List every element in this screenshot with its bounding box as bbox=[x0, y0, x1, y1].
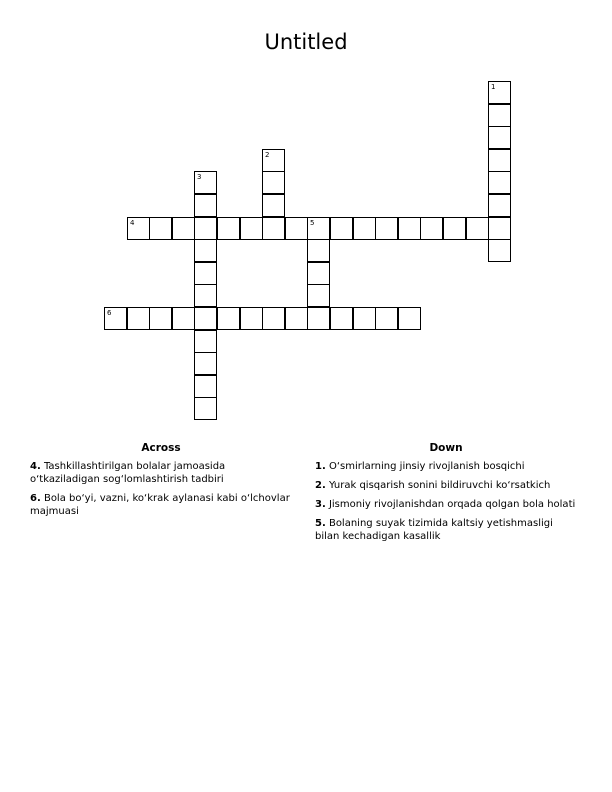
grid-cell[interactable] bbox=[420, 217, 443, 240]
across-clue bbox=[30, 460, 292, 486]
clue-number: 5. bbox=[315, 518, 326, 529]
across-clue bbox=[30, 492, 292, 518]
grid-cell[interactable] bbox=[285, 217, 308, 240]
grid-cell[interactable] bbox=[307, 307, 330, 330]
grid-cell[interactable] bbox=[104, 307, 127, 330]
cell-number: 4 bbox=[130, 219, 135, 227]
grid-cell[interactable] bbox=[488, 239, 511, 262]
grid-cell[interactable] bbox=[262, 149, 285, 172]
grid-cell[interactable] bbox=[172, 217, 195, 240]
cell-number: 2 bbox=[265, 151, 270, 159]
grid-cell[interactable] bbox=[262, 194, 285, 217]
grid-cell[interactable] bbox=[443, 217, 466, 240]
grid-cell[interactable] bbox=[307, 239, 330, 262]
grid-cell[interactable] bbox=[262, 217, 285, 240]
grid-cell[interactable] bbox=[194, 217, 217, 240]
grid-cell[interactable] bbox=[330, 307, 353, 330]
clue-text: Yurak qisqarish sonini bildiruvchi ko‘rsatkich bbox=[328, 480, 551, 491]
page-title: Untitled bbox=[264, 30, 348, 54]
grid-cell[interactable] bbox=[194, 330, 217, 353]
grid-cell[interactable] bbox=[194, 171, 217, 194]
grid-cell[interactable] bbox=[149, 307, 172, 330]
grid-cell[interactable] bbox=[375, 217, 398, 240]
grid-cell[interactable] bbox=[488, 126, 511, 149]
cell-number: 3 bbox=[197, 173, 202, 181]
grid-cell[interactable] bbox=[240, 307, 263, 330]
clue-number: 2. bbox=[315, 480, 326, 491]
grid-cell[interactable] bbox=[217, 307, 240, 330]
grid-cell[interactable] bbox=[194, 375, 217, 398]
grid-cell[interactable] bbox=[149, 217, 172, 240]
grid-cell[interactable] bbox=[398, 307, 421, 330]
grid-cell[interactable] bbox=[194, 284, 217, 307]
grid-cell[interactable] bbox=[285, 307, 308, 330]
grid-cell[interactable] bbox=[353, 217, 376, 240]
clue-text: O‘smirlarning jinsiy rivojlanish bosqichi bbox=[328, 461, 525, 472]
clue-text: Jismoniy rivojlanishdan orqada qolgan bola holati bbox=[328, 499, 576, 510]
grid-cell[interactable] bbox=[466, 217, 489, 240]
clue-number: 3. bbox=[315, 499, 326, 510]
across-heading: Across bbox=[141, 442, 181, 454]
grid-cell[interactable] bbox=[307, 284, 330, 307]
down-clues bbox=[315, 442, 577, 549]
grid-cell[interactable] bbox=[488, 149, 511, 172]
grid-cell[interactable] bbox=[398, 217, 421, 240]
grid-cell[interactable] bbox=[194, 262, 217, 285]
clue-number: 6. bbox=[30, 493, 41, 504]
grid-cell[interactable] bbox=[127, 307, 150, 330]
cell-number: 1 bbox=[491, 83, 496, 91]
grid-cell[interactable] bbox=[488, 217, 511, 240]
grid-cell[interactable] bbox=[217, 217, 240, 240]
grid-cell[interactable] bbox=[194, 352, 217, 375]
down-heading: Down bbox=[429, 442, 463, 454]
clue-number: 4. bbox=[30, 461, 41, 472]
grid-cell[interactable] bbox=[194, 239, 217, 262]
cell-number: 6 bbox=[107, 309, 112, 317]
grid-cell[interactable] bbox=[194, 397, 217, 420]
down-clue bbox=[315, 460, 577, 473]
grid-cell[interactable] bbox=[240, 217, 263, 240]
down-clue bbox=[315, 498, 577, 511]
down-clue bbox=[315, 479, 577, 492]
grid-cell[interactable] bbox=[194, 307, 217, 330]
grid-cell[interactable] bbox=[194, 194, 217, 217]
grid-cell[interactable] bbox=[330, 217, 353, 240]
across-clues bbox=[30, 442, 292, 524]
grid-cell[interactable] bbox=[488, 171, 511, 194]
grid-cell[interactable] bbox=[172, 307, 195, 330]
clue-number: 1. bbox=[315, 461, 326, 472]
grid-cell[interactable] bbox=[488, 81, 511, 104]
grid-cell[interactable] bbox=[262, 171, 285, 194]
grid-cell[interactable] bbox=[488, 104, 511, 127]
grid-cell[interactable] bbox=[127, 217, 150, 240]
clue-text: Tashkillashtirilgan bolalar jamoasida o‘tkaziladigan sog‘lomlashtirish tadbiri bbox=[30, 461, 226, 485]
clue-text: Bolaning suyak tizimida kaltsiy yetishmasligi bilan kechadigan kasallik bbox=[315, 518, 553, 542]
clue-text: Bola bo‘yi, vazni, ko‘krak aylanasi kabi o‘lchovlar majmuasi bbox=[30, 493, 290, 517]
grid-cell[interactable] bbox=[375, 307, 398, 330]
grid-cell[interactable] bbox=[307, 262, 330, 285]
grid-cell[interactable] bbox=[262, 307, 285, 330]
cell-number: 5 bbox=[310, 219, 315, 227]
grid-cell[interactable] bbox=[307, 217, 330, 240]
grid-cell[interactable] bbox=[353, 307, 376, 330]
down-clue bbox=[315, 517, 577, 543]
grid-cell[interactable] bbox=[488, 194, 511, 217]
